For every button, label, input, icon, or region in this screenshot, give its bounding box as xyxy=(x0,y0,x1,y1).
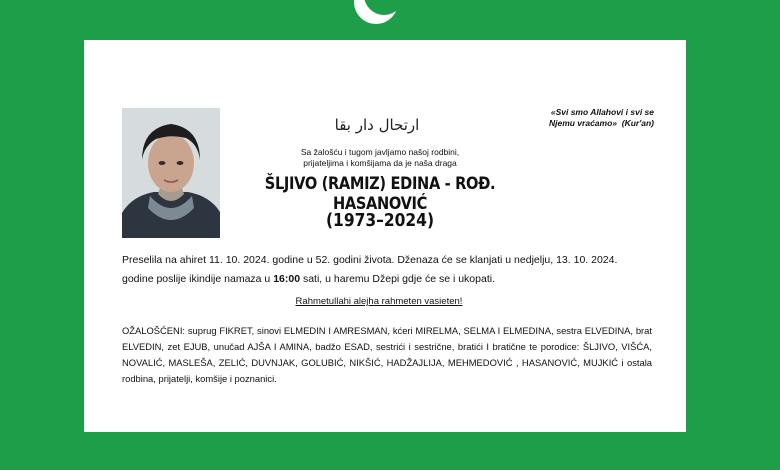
funeral-time: 16:00 xyxy=(273,273,301,285)
quote-source: (Kur'an) xyxy=(621,118,654,128)
prayer-line: Rahmetullahi alejha rahmeten vasieten! xyxy=(295,296,463,307)
mourners-text: suprug FIKRET, sinovi ELMEDIN I AMRESMAN, kćeri MIRELMA, SELMA I ELMEDINA, sestra ELVEDINA, brat ELVEDIN, zet EJUB, unučad AJŠA I AMINA, badžo ESAD, sestrići i sestrične, bratići I bratične te porodice: ŠLJIVO, VIŠĆA, NOVALIĆ, MASLEŠA, ZELIĆ, DUVNJAK, GOLUBIĆ, NIKŠIĆ, HADŽAJLIJA, MEHMEDOVIĆ , HASANOVIĆ, MUJKIĆ i ostala rodbina, prijatelji, komšije i poznanici. xyxy=(122,325,652,384)
quote-line-1: «Svi smo Allahovi i svi se xyxy=(550,107,654,117)
intro-line-2: prijateljima i komšijama da je naša draga xyxy=(303,158,457,168)
announcement-line-1: Preselila na ahiret 11. 10. 2024. godine u 52. godini života. Dženaza će se klanjati u nedjelju, 13. 10. 2024. xyxy=(122,254,618,266)
deceased-name: ŠLJIVO (RAMIZ) EDINA - ROĐ. HASANOVIĆ xyxy=(264,174,496,214)
announcement-text xyxy=(122,251,652,289)
mourners-label: OŽALOŠĆENI: xyxy=(122,325,186,336)
quote-line-2: Njemu vraćamo» xyxy=(548,118,618,128)
intro-line-1: Sa žalošću i tugom javljamo našoj rodbini, xyxy=(300,147,460,157)
obituary-card xyxy=(84,40,686,432)
intro-text xyxy=(244,147,516,169)
quran-quote xyxy=(494,107,654,129)
mourners-list xyxy=(122,323,652,387)
crescent-star-icon xyxy=(350,0,410,30)
announcement-line-2a: godine poslije ikindije namaza u xyxy=(122,273,274,285)
arabic-calligraphy-text: ارتحال دار بقا xyxy=(334,116,420,134)
arabic-calligraphy xyxy=(332,106,422,140)
announcement-line-2b: sati, u haremu Džepi gdje će se i ukopati. xyxy=(300,273,495,285)
portrait-photo xyxy=(122,108,220,238)
deceased-years: (1973–2024) xyxy=(325,210,435,231)
